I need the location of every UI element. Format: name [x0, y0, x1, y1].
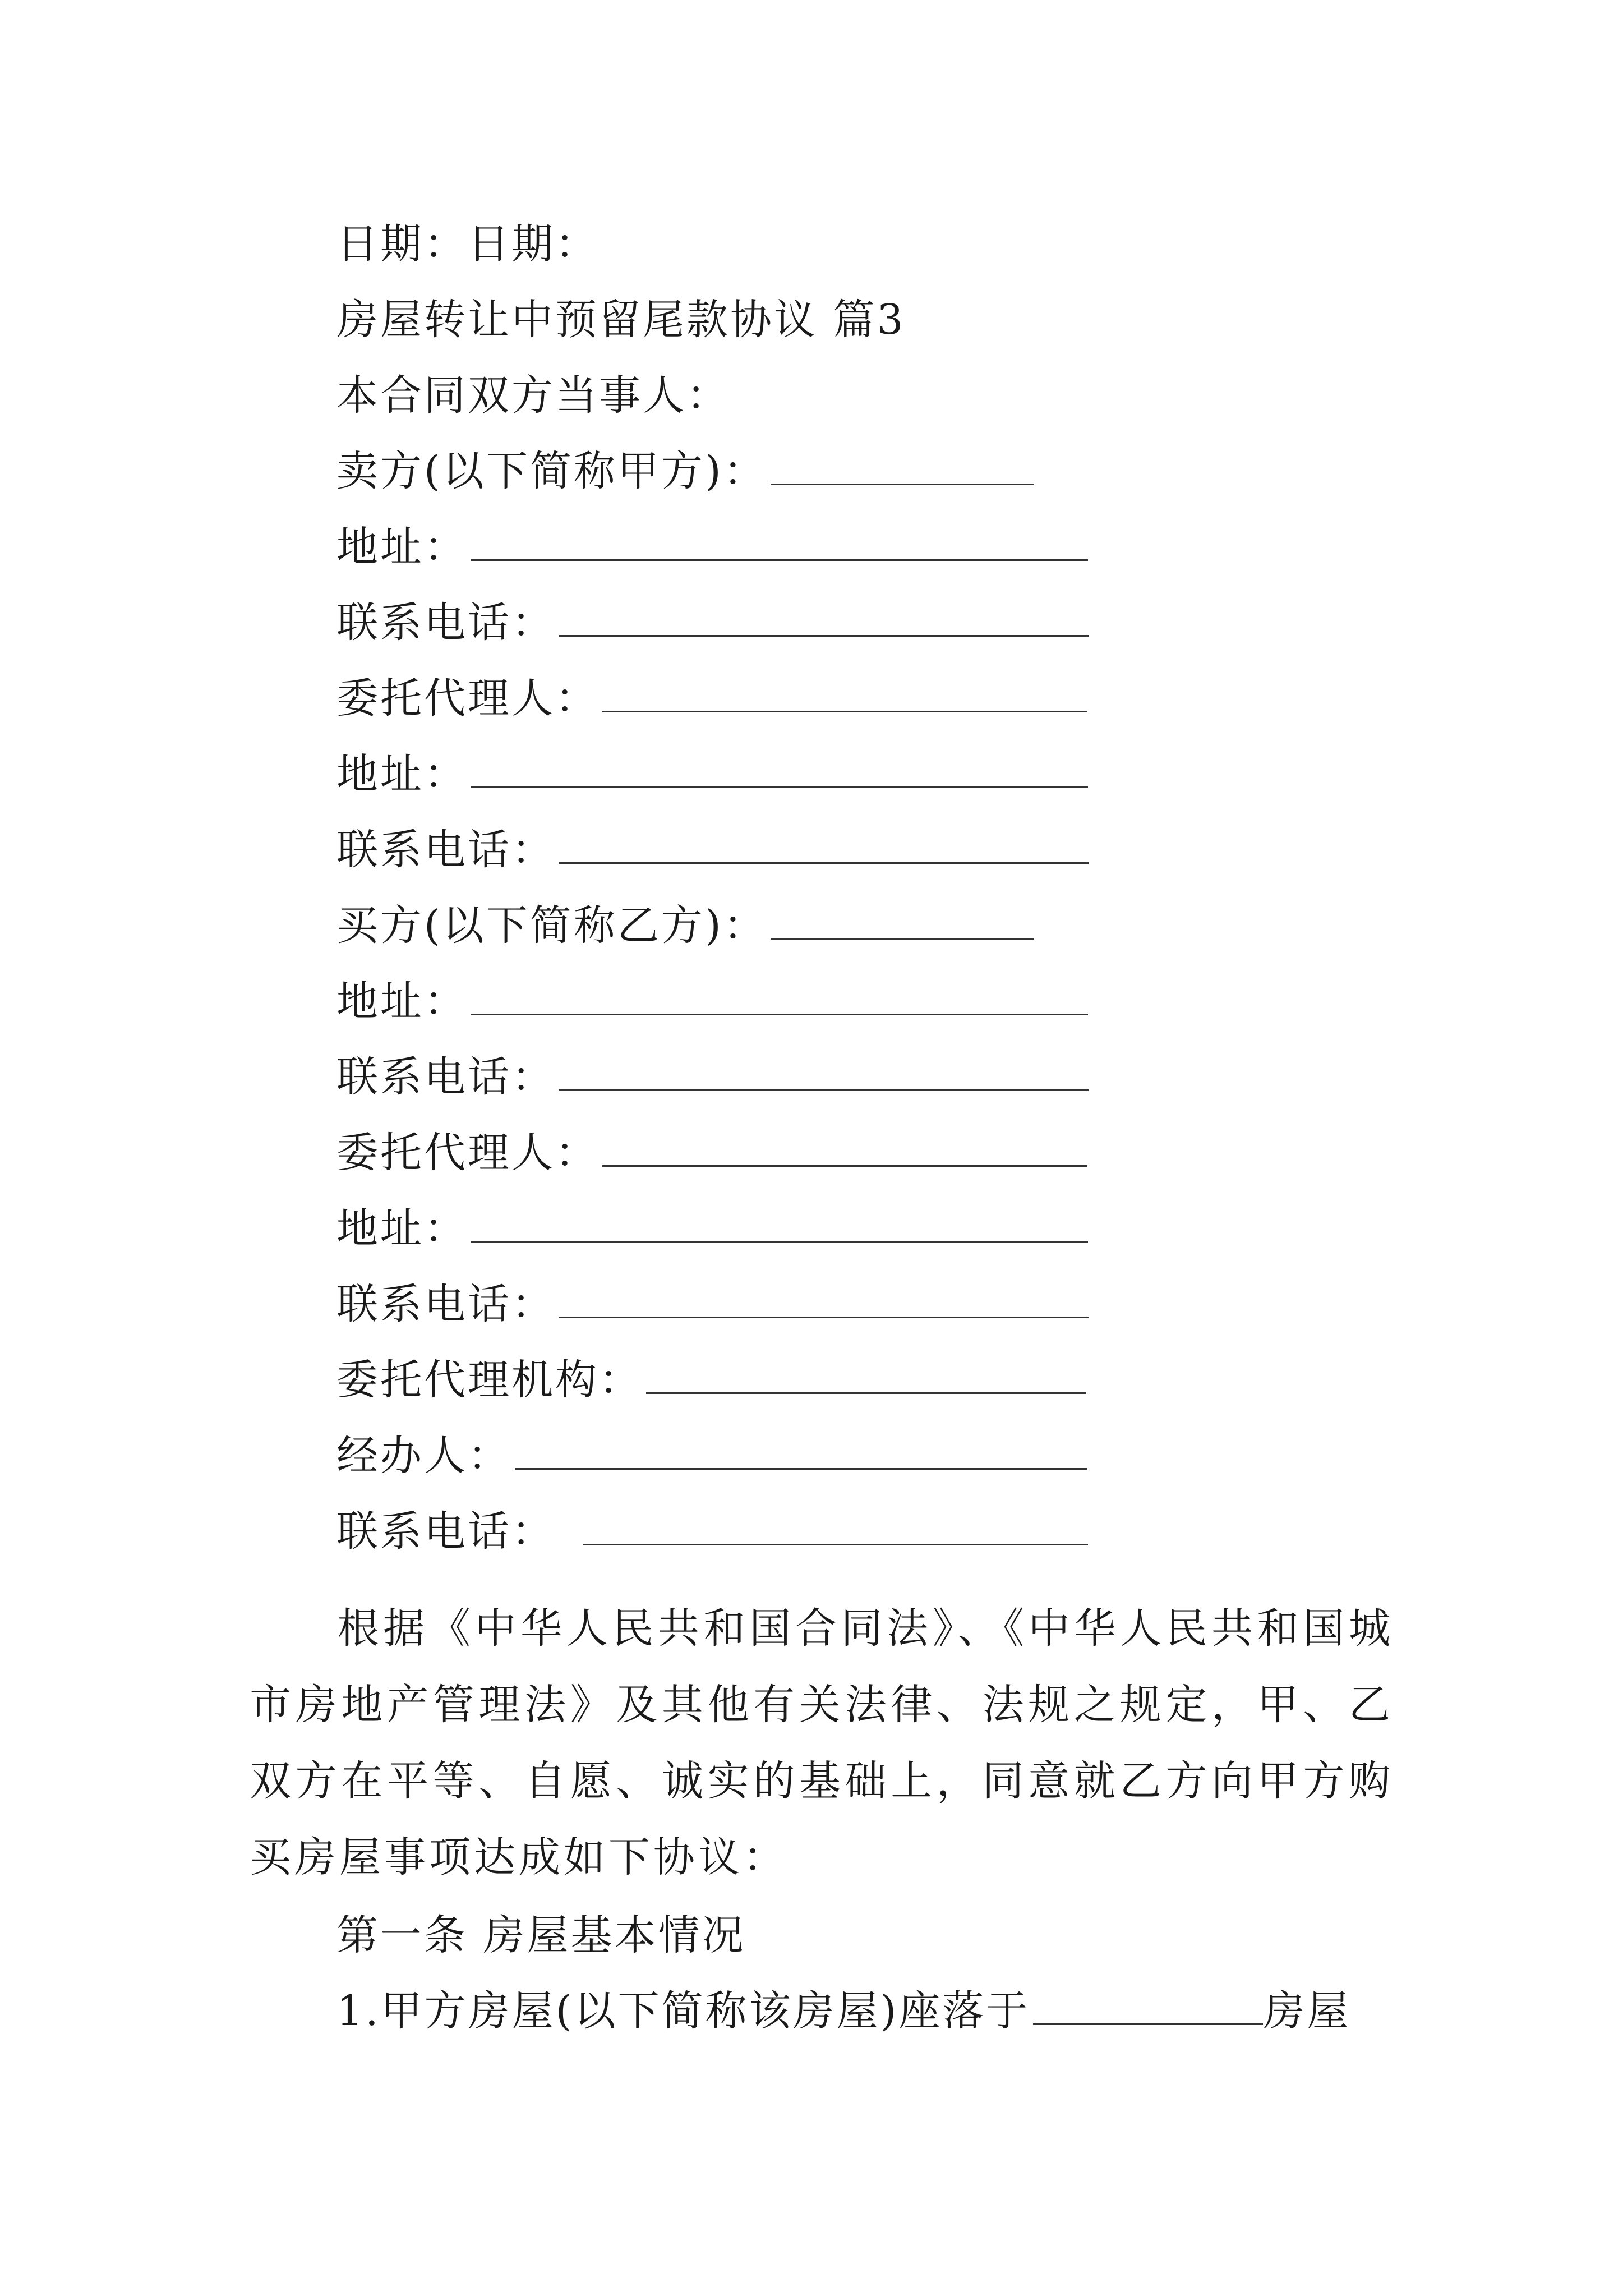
buyer-phone-blank[interactable]: [559, 1085, 1089, 1091]
agency-line: 委托代理机构：: [336, 1349, 1086, 1411]
parties-line: 本合同双方当事人：: [336, 371, 730, 420]
seller-agent-address-blank[interactable]: [471, 782, 1088, 788]
buyer-blank[interactable]: [771, 933, 1034, 940]
document-heading: 房屋转让中预留尾款协议 篇3: [336, 296, 906, 344]
buyer-agent-line: 委托代理人：: [336, 1122, 1087, 1184]
buyer-agent-phone-blank[interactable]: [559, 1312, 1089, 1318]
seller-line: 卖方(以下简称甲方)：: [336, 440, 1034, 502]
legal-basis-paragraph: 根据《中华人民共和国合同法》、《中华人民共和国城市房地产管理法》及其他有关法律、法规之规定，甲、乙双方在平等、自愿、诚实的基础上，同意就乙方向甲方购买房屋事项达成如下协议：: [250, 1604, 1394, 1881]
seller-agent-phone-blank[interactable]: [559, 858, 1089, 864]
buyer-line: 买方(以下简称乙方)：: [336, 895, 1034, 956]
seller-agent-line: 委托代理人：: [336, 668, 1087, 729]
seller-agent-phone-line: 联系电话：: [336, 819, 1089, 881]
seller-phone-blank[interactable]: [559, 631, 1089, 637]
seller-address-line: 地址：: [336, 516, 1088, 578]
seller-agent-blank[interactable]: [602, 706, 1087, 712]
buyer-address-line: 地址：: [336, 970, 1088, 1032]
seller-phone-line: 联系电话：: [336, 592, 1089, 654]
seller-address-blank[interactable]: [471, 555, 1088, 561]
handler-line: 经办人：: [336, 1425, 1087, 1487]
handler-blank[interactable]: [515, 1464, 1087, 1470]
handler-phone-line: 联系电话：: [336, 1501, 1088, 1562]
seller-agent-address-line: 地址：: [336, 743, 1088, 805]
buyer-phone-line: 联系电话：: [336, 1046, 1089, 1108]
article-1-item-1: 1.甲方房屋(以下简称该房屋)座落于 房屋: [336, 1987, 1351, 2035]
agency-blank[interactable]: [646, 1388, 1086, 1394]
buyer-agent-phone-line: 联系电话：: [336, 1273, 1089, 1335]
location-blank[interactable]: [1033, 2019, 1263, 2025]
buyer-agent-address-line: 地址：: [336, 1198, 1088, 1259]
buyer-agent-address-blank[interactable]: [471, 1236, 1088, 1243]
article-1-title: 第一条 房屋基本情况: [336, 1911, 746, 1959]
handler-phone-blank[interactable]: [583, 1539, 1088, 1545]
date-line: 日期：日期：: [336, 220, 599, 268]
seller-blank[interactable]: [771, 479, 1034, 485]
buyer-address-blank[interactable]: [471, 1009, 1088, 1015]
buyer-agent-blank[interactable]: [602, 1161, 1087, 1167]
